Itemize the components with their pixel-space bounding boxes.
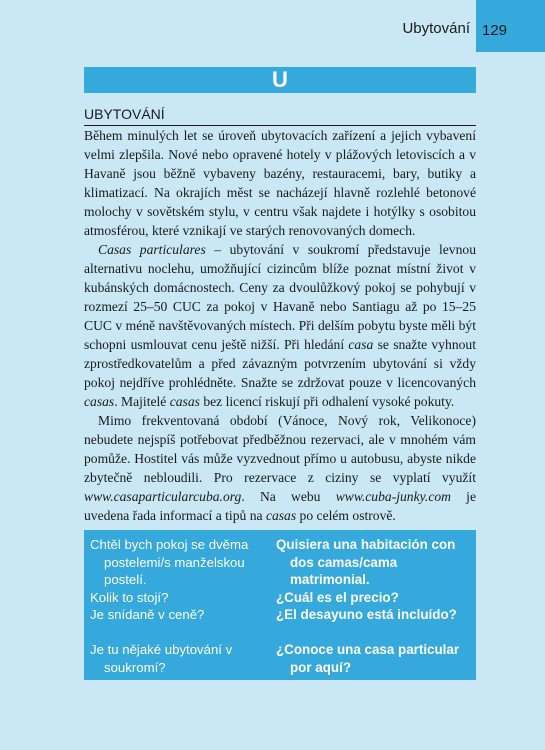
text-span: je uvedena řada informací a tipů na bbox=[84, 489, 476, 523]
paragraph-1: Během minulých let se úroveň ubytovacích zařízení a jejich vybavení velmi zlepšila. Nové nebo opravené hotely v plážových letoviscích a v Havaně jsou běžně vybaveny bazény, restauracemi, bary, butiky a klimatizací. Na okrajích měst se nacházejí hlavně rozlehlé betonové molochy v sovětském stylu, v centru však najdete i hotýlky s osobitou atmosférou, které vznikají ve starých renovovaných domech. bbox=[84, 128, 476, 238]
term-casas: casas bbox=[169, 394, 200, 409]
website-cuba-junky: www.cuba-junky.com bbox=[335, 489, 451, 504]
paragraph-3 bbox=[84, 411, 476, 525]
text-span: Mimo frekventovaná období (Vánoce, Nový rok, Velikonoce) nebudete nejspíš potřebovat předběžnou rezervaci, ale v mnohém vám pomůže. Hostitel vás může vyzvednout přímo u autobusu, abyste nikde zbytečně nebloudili. Pro rezervace z ciziny se vyplatí využít bbox=[84, 413, 476, 485]
text-span: se snažte vyhnout zprostředkovatelům a před závazným potvrzením ubytování si vždy pokoj nejdříve prohlédněte. Snažte se zdržovat pouze v licencovaných bbox=[84, 337, 476, 390]
phrase-cz: Chtěl bych pokoj se dvěma postelemi/s manželskou postelí. bbox=[90, 537, 249, 587]
phrase-es: Quisiera una habitación con dos camas/cama matrimonial. bbox=[276, 537, 456, 587]
term-casas: casas bbox=[84, 394, 115, 409]
section-letter-bar: U bbox=[84, 67, 476, 93]
text-span: . Na webu bbox=[241, 489, 336, 504]
term-casa: casa bbox=[348, 337, 374, 352]
phrases-spanish-column bbox=[276, 536, 472, 676]
phrase-cz: Je tu nějaké ubytování v soukromí? bbox=[90, 642, 233, 675]
text-span: bez licencí riskují při odhalení vysoké pokuty. bbox=[199, 394, 455, 409]
section-heading: UBYTOVÁNÍ bbox=[84, 106, 476, 126]
phrase-cz: Je snídaně v ceně? bbox=[90, 607, 205, 622]
term-casas-particulares: Casas particulares bbox=[98, 242, 206, 257]
phrase-box bbox=[84, 530, 476, 680]
phrases-czech-column bbox=[90, 536, 275, 676]
paragraph-2 bbox=[84, 240, 476, 411]
website-casaparticularcuba: www.casaparticularcuba.org bbox=[84, 489, 242, 504]
page-number: 129 bbox=[476, 0, 545, 52]
phrase-es: ¿El desayuno está incluído? bbox=[276, 607, 457, 622]
text-span: po celém ostrově. bbox=[296, 508, 396, 523]
text-span: . Majitelé bbox=[114, 394, 170, 409]
phrase-cz: Kolik to stojí? bbox=[90, 589, 169, 605]
text-span: – ubytování v soukromí představuje levnou alternativu noclehu, umožňující cizincům blíže poznat místní život v kubánských domácnostech. Ceny za dvoulůžkový pokoj se pohybují v rozmezí 25–50 CUC za pokoj v Havaně nebo Santiagu až po 15–25 CUC v méně navštěvovaných místech. Při delším pobytu byste měli být schopni usmlouvat cenu ještě nižší. Při hledání bbox=[84, 242, 476, 352]
running-header-title: Ubytování bbox=[402, 20, 470, 37]
body-text bbox=[84, 126, 476, 525]
term-casas: casas bbox=[265, 508, 297, 523]
phrase-es: ¿Conoce una casa particular por aquí? bbox=[276, 642, 460, 675]
phrase-es: ¿Cuál es el precio? bbox=[276, 589, 399, 605]
